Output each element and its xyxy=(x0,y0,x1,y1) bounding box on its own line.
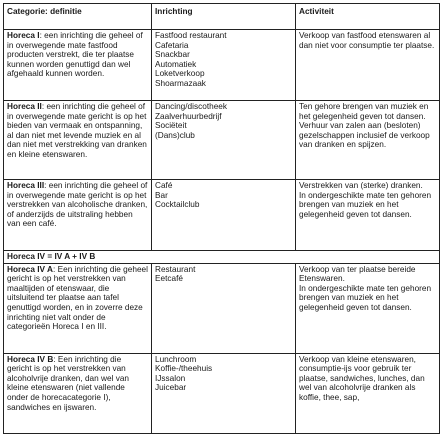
establishment-item: (Dans)club xyxy=(155,130,195,140)
establishment-item: Loketverkoop xyxy=(155,69,205,79)
header-category: Categorie: definitie xyxy=(4,4,152,30)
establishment-item: Sociëteit xyxy=(155,121,187,131)
establishment-item: Snackbar xyxy=(155,50,190,60)
establishment-item: Cocktailclub xyxy=(155,200,200,210)
category-cell xyxy=(4,263,152,353)
category-cell xyxy=(4,30,152,101)
table-row xyxy=(4,263,440,353)
table-row xyxy=(4,353,440,433)
category-label: Horeca IV B xyxy=(7,354,54,364)
establishment-item: Café xyxy=(155,181,173,190)
establishment-cell xyxy=(152,353,296,433)
activity-text: In ondergeschikte mate ten gehoren brengen van muziek en het gelegenheid geven tot dansen. xyxy=(299,283,432,312)
establishment-item: Dancing/discotheek xyxy=(155,102,228,111)
establishment-cell xyxy=(152,101,296,180)
activity-text: Verkoop van kleine etenswaren, consumptie-ijs voor gebruik ter plaatse, sandwiches, lunches, dan wel van alcoholvrije dranken als koffie, thee, sap, xyxy=(299,354,425,402)
establishment-item: Lunchroom xyxy=(155,354,197,364)
establishment-item: Fastfood restaurant xyxy=(155,31,227,40)
header-establishment: Inrichting xyxy=(152,4,296,30)
category-definition: : Een inrichting die gericht is op het verstrekken van alcoholvrije dranken, dan wel van kleine etenswaren (niet vallende onder de horecacategorie I), sandwiches en ijswaren. xyxy=(7,354,129,412)
establishment-item: Restaurant xyxy=(155,264,196,274)
establishment-item: Bar xyxy=(155,190,168,200)
table-header-row xyxy=(4,4,440,30)
establishment-item: Automatiek xyxy=(155,59,197,69)
establishment-item: Koffie-/theehuis xyxy=(155,364,213,374)
establishment-item: IJssalon xyxy=(155,373,186,383)
establishment-cell xyxy=(152,30,296,101)
establishment-item: Eetcafé xyxy=(155,274,183,284)
activity-cell xyxy=(296,30,440,101)
category-cell xyxy=(4,353,152,433)
table-row xyxy=(4,180,440,251)
table-row xyxy=(4,251,440,264)
category-label: Horeca IV A xyxy=(7,264,54,274)
establishment-item: Shoarmazaak xyxy=(155,78,206,88)
horeca-category-document xyxy=(3,3,439,434)
activity-cell xyxy=(296,353,440,433)
table-row xyxy=(4,30,440,101)
activity-text: Verkoop van fastfood etenswaren al dan niet voor consumptie ter plaatse. xyxy=(299,31,435,50)
category-label: Horeca III xyxy=(7,181,45,190)
activity-cell xyxy=(296,101,440,180)
category-cell xyxy=(4,180,152,251)
activity-text: Verhuur van zalen aan (besloten) gezelschappen inclusief de verkoop van dranken en spijzen. xyxy=(299,121,430,150)
activity-text: Verstrekken van (sterke) dranken. xyxy=(299,181,423,190)
activity-cell xyxy=(296,263,440,353)
establishment-item: Zaalverhuurbedrijf xyxy=(155,111,222,121)
category-definition: : Een inrichting die geheel gericht is op het verstrekken van maaltijden of etenswaar, die uitsluitend ter plaatse aan tafel genuttigd worden, en in zoverre deze inrichting niet valt onder de categorieën Horeca I en III. xyxy=(7,264,148,332)
establishment-item: Cafetaria xyxy=(155,40,189,50)
activity-cell xyxy=(296,180,440,251)
header-activity: Activiteit xyxy=(296,4,440,30)
category-label: Horeca I xyxy=(7,31,40,40)
category-label: Horeca II xyxy=(7,102,42,111)
merged-category-cell: Horeca IV = IV A + IV B xyxy=(4,251,440,264)
activity-text: Verkoop van ter plaatse bereide Etenswaren. xyxy=(299,264,416,284)
category-definition: : een inrichting die geheel of in overwegende mate gericht is op het verstrekken van alcoholische dranken, of anderzijds de uitstraling hebben van een café. xyxy=(7,181,148,229)
activity-text: In ondergeschikte mate ten gehoren brengen van muziek en het gelegenheid geven tot dansen. xyxy=(299,190,432,219)
establishment-cell xyxy=(152,180,296,251)
establishment-item: Juicebar xyxy=(155,383,187,393)
category-definition: : een inrichting die geheel of in overwegende mate fastfood producten verstrekt, die ter plaatse kunnen worden genuttigd dan wel afgehaald kunnen worden. xyxy=(7,31,143,79)
category-definition: : een inrichting die geheel of in overwegende mate gericht is op het bieden van vermaak en ontspanning, al dan niet met levende muziek en al dan niet met verstrekking van dranken en kleine etenswaren. xyxy=(7,102,147,159)
table-row xyxy=(4,101,440,180)
establishment-cell xyxy=(152,263,296,353)
horeca-category-table xyxy=(3,3,440,434)
activity-text: Ten gehore brengen van muziek en het gelegenheid geven tot dansen. xyxy=(299,102,429,121)
category-cell xyxy=(4,101,152,180)
